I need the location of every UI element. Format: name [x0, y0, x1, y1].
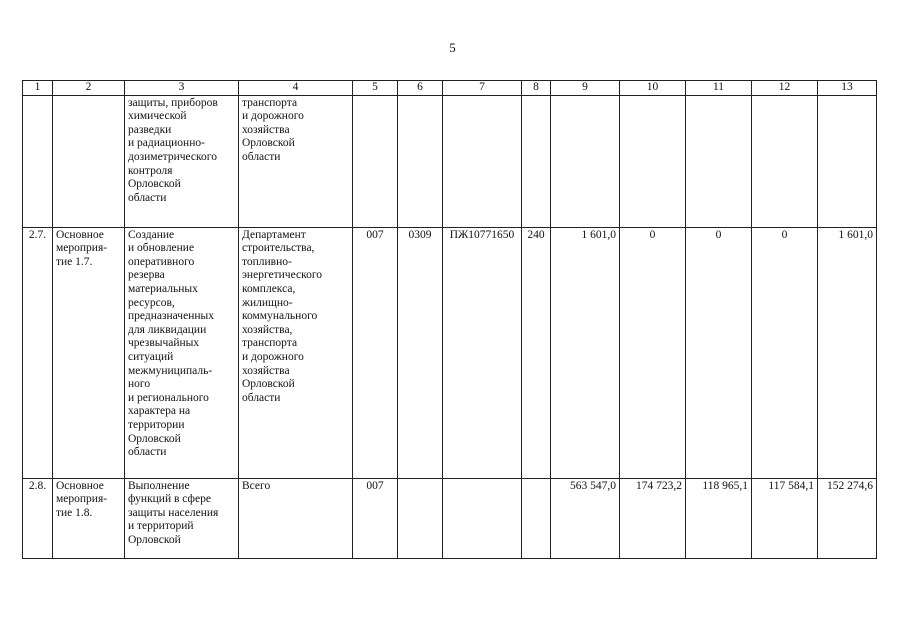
header-cell: 4 — [239, 81, 353, 96]
grbs-code: 007 — [353, 227, 398, 478]
measure-executor: транспорта и дорожного хозяйства Орловской области — [239, 95, 353, 227]
amount-year-2: 118 965,1 — [686, 478, 752, 558]
amount-year-2 — [686, 95, 752, 227]
csr-code: ПЖ10771650 — [443, 227, 522, 478]
amount-year-4: 152 274,6 — [818, 478, 877, 558]
header-cell: 12 — [752, 81, 818, 96]
rzpr-code — [398, 95, 443, 227]
amount-year-4: 1 601,0 — [818, 227, 877, 478]
table-row — [23, 227, 877, 478]
amount-year-1 — [620, 95, 686, 227]
measure-description: Выполнение функций в сфере защиты населения и территорий Орловской — [125, 478, 239, 558]
grbs-code: 007 — [353, 478, 398, 558]
csr-code — [443, 95, 522, 227]
measure-name — [53, 95, 125, 227]
row-number — [23, 95, 53, 227]
measure-description: Создание и обновление оперативного резерва материальных ресурсов, предназначенных для ликвидации чрезвычайных ситуаций межмуниципаль- ного и регионального характера на территории Орловской области — [125, 227, 239, 478]
measure-name: Основное мероприя- тие 1.7. — [53, 227, 125, 478]
row-number: 2.7. — [23, 227, 53, 478]
header-cell: 3 — [125, 81, 239, 96]
csr-code — [443, 478, 522, 558]
total-amount: 1 601,0 — [551, 227, 620, 478]
measure-name: Основное мероприя- тие 1.8. — [53, 478, 125, 558]
program-measures-table — [22, 80, 877, 559]
header-cell: 5 — [353, 81, 398, 96]
measure-executor: Всего — [239, 478, 353, 558]
page-number: 5 — [449, 40, 456, 55]
amount-year-2: 0 — [686, 227, 752, 478]
table-header — [23, 81, 877, 96]
header-cell: 10 — [620, 81, 686, 96]
total-amount: 563 547,0 — [551, 478, 620, 558]
vr-code — [522, 478, 551, 558]
amount-year-3: 0 — [752, 227, 818, 478]
grbs-code — [353, 95, 398, 227]
vr-code: 240 — [522, 227, 551, 478]
header-cell: 11 — [686, 81, 752, 96]
vr-code — [522, 95, 551, 227]
header-cell: 6 — [398, 81, 443, 96]
amount-year-3: 117 584,1 — [752, 478, 818, 558]
amount-year-1: 0 — [620, 227, 686, 478]
amount-year-4 — [818, 95, 877, 227]
total-amount — [551, 95, 620, 227]
rzpr-code: 0309 — [398, 227, 443, 478]
row-number: 2.8. — [23, 478, 53, 558]
measure-description: защиты, приборов химической разведки и радиационно- дозиметрического контроля Орловской области — [125, 95, 239, 227]
measure-executor: Департамент строительства, топливно- энергетического комплекса, жилищно- коммунального хозяйства, транспорта и дорожного хозяйства Орловской области — [239, 227, 353, 478]
amount-year-1: 174 723,2 — [620, 478, 686, 558]
header-cell: 2 — [53, 81, 125, 96]
amount-year-3 — [752, 95, 818, 227]
header-cell: 8 — [522, 81, 551, 96]
table-row — [23, 95, 877, 227]
header-cell: 9 — [551, 81, 620, 96]
header-cell: 7 — [443, 81, 522, 96]
header-cell: 1 — [23, 81, 53, 96]
table-body — [23, 95, 877, 558]
header-cell: 13 — [818, 81, 877, 96]
header-row — [23, 81, 877, 96]
table-row — [23, 478, 877, 558]
rzpr-code — [398, 478, 443, 558]
